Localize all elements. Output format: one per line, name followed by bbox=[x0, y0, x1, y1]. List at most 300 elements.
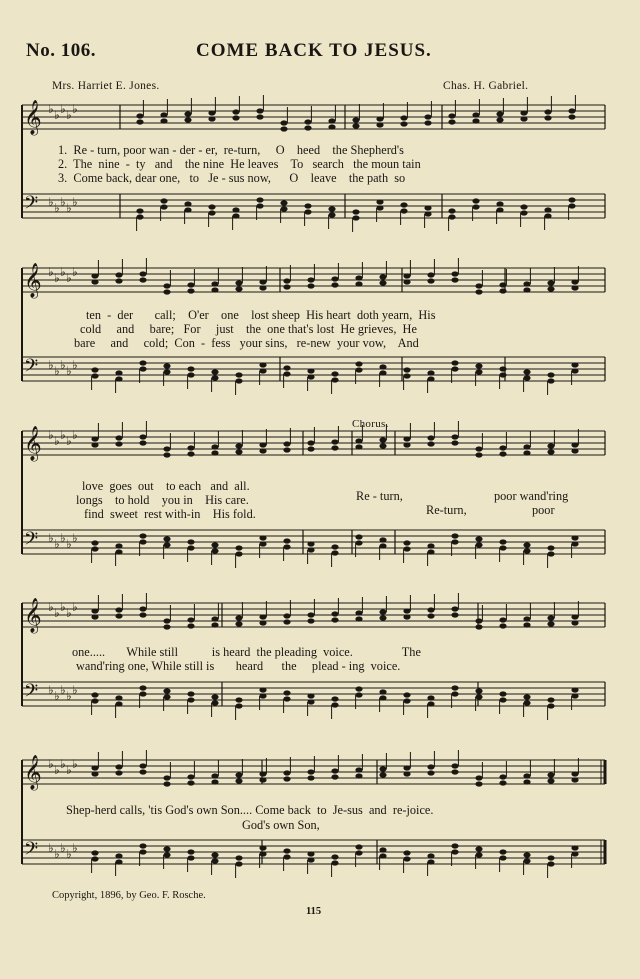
note-head bbox=[187, 539, 194, 544]
note-head bbox=[211, 369, 218, 374]
note-head bbox=[424, 211, 431, 216]
note-head bbox=[379, 537, 386, 542]
note-head bbox=[139, 612, 146, 617]
flat-sign: ♭ bbox=[72, 195, 78, 209]
note-head bbox=[259, 777, 266, 782]
flat-sign: ♭ bbox=[72, 841, 78, 855]
flat-sign: ♭ bbox=[54, 537, 60, 551]
note-head bbox=[115, 376, 122, 381]
note-head bbox=[451, 440, 458, 445]
note-head bbox=[544, 115, 551, 120]
note-head bbox=[307, 541, 314, 546]
note-head bbox=[475, 536, 482, 541]
note-head bbox=[475, 852, 482, 857]
note-head bbox=[379, 543, 386, 548]
note-head bbox=[139, 360, 146, 365]
note-head bbox=[379, 437, 386, 442]
note-head bbox=[307, 440, 314, 445]
note-head bbox=[235, 280, 242, 285]
note-head bbox=[475, 283, 482, 288]
note-head bbox=[283, 284, 290, 289]
note-head bbox=[259, 693, 266, 698]
note-head bbox=[427, 701, 434, 706]
note-head bbox=[427, 853, 434, 858]
note-head bbox=[163, 283, 170, 288]
flat-sign: ♭ bbox=[60, 757, 66, 771]
note-head bbox=[499, 288, 506, 293]
note-head bbox=[115, 701, 122, 706]
note-head bbox=[283, 371, 290, 376]
flat-sign: ♭ bbox=[60, 683, 66, 697]
flat-sign: ♭ bbox=[60, 600, 66, 614]
note-head bbox=[547, 703, 554, 708]
note-head bbox=[496, 201, 503, 206]
note-head bbox=[115, 549, 122, 554]
note-head bbox=[307, 283, 314, 288]
note-head bbox=[331, 617, 338, 622]
flat-sign: ♭ bbox=[54, 606, 60, 620]
note-head bbox=[139, 849, 146, 854]
note-head bbox=[403, 546, 410, 551]
note-head bbox=[211, 287, 218, 292]
note-head bbox=[499, 849, 506, 854]
lyric-line: 3. Come back, dear one, to Je - sus now, O leave the path so bbox=[58, 171, 406, 185]
note-head bbox=[91, 442, 98, 447]
note-head bbox=[400, 115, 407, 120]
note-head bbox=[499, 372, 506, 377]
note-head bbox=[427, 549, 434, 554]
note-head bbox=[355, 610, 362, 615]
note-head bbox=[331, 774, 338, 779]
note-head bbox=[139, 685, 146, 690]
note-head bbox=[139, 434, 146, 439]
flat-sign: ♭ bbox=[72, 683, 78, 697]
note-head bbox=[91, 540, 98, 545]
note-head bbox=[307, 368, 314, 373]
note-head bbox=[304, 125, 311, 130]
note-head bbox=[547, 772, 554, 777]
note-head bbox=[163, 446, 170, 451]
note-head bbox=[307, 446, 314, 451]
flat-sign: ♭ bbox=[60, 428, 66, 442]
note-head bbox=[235, 286, 242, 291]
note-head bbox=[523, 852, 530, 857]
note-head bbox=[163, 363, 170, 368]
flat-sign: ♭ bbox=[54, 201, 60, 215]
note-head bbox=[307, 277, 314, 282]
note-head bbox=[91, 765, 98, 770]
note-head bbox=[376, 199, 383, 204]
note-head bbox=[571, 362, 578, 367]
note-head bbox=[403, 436, 410, 441]
note-head bbox=[91, 850, 98, 855]
note-head bbox=[283, 447, 290, 452]
note-head bbox=[547, 378, 554, 383]
note-head bbox=[91, 373, 98, 378]
note-head bbox=[547, 449, 554, 454]
note-head bbox=[451, 769, 458, 774]
note-head bbox=[187, 445, 194, 450]
note-head bbox=[379, 443, 386, 448]
note-head bbox=[451, 691, 458, 696]
note-head bbox=[187, 366, 194, 371]
note-head bbox=[499, 623, 506, 628]
note-head bbox=[547, 615, 554, 620]
note-head bbox=[451, 533, 458, 538]
note-head bbox=[211, 375, 218, 380]
lyric-line: cold and bare; For just the one that's lost He grieves, He bbox=[80, 322, 417, 336]
note-head bbox=[259, 285, 266, 290]
note-head bbox=[328, 124, 335, 129]
hymn-title: COME BACK TO JESUS. bbox=[196, 40, 432, 61]
note-head bbox=[259, 535, 266, 540]
lyric-line: God's own Son, bbox=[242, 818, 320, 832]
hymn-number: No. 106. bbox=[26, 40, 96, 61]
note-head bbox=[520, 116, 527, 121]
note-head bbox=[544, 207, 551, 212]
note-head bbox=[331, 702, 338, 707]
note-head bbox=[280, 126, 287, 131]
note-head bbox=[115, 607, 122, 612]
note-head bbox=[523, 548, 530, 553]
note-head bbox=[451, 612, 458, 617]
note-head bbox=[235, 861, 242, 866]
note-head bbox=[424, 114, 431, 119]
flat-sign: ♭ bbox=[60, 195, 66, 209]
note-head bbox=[451, 849, 458, 854]
note-head bbox=[211, 444, 218, 449]
note-head bbox=[355, 275, 362, 280]
flat-sign: ♭ bbox=[60, 531, 66, 545]
note-head bbox=[283, 770, 290, 775]
flat-sign: ♭ bbox=[48, 195, 54, 209]
note-head bbox=[115, 764, 122, 769]
note-head bbox=[523, 375, 530, 380]
lyric-line: wand'ring one, While still is heard the plead - ing voice. bbox=[76, 659, 401, 673]
note-head bbox=[427, 770, 434, 775]
note-head bbox=[499, 445, 506, 450]
note-head bbox=[403, 850, 410, 855]
note-head bbox=[211, 622, 218, 627]
note-head bbox=[163, 694, 170, 699]
bass-clef: 𝄢 bbox=[24, 193, 39, 218]
note-head bbox=[163, 542, 170, 547]
note-head bbox=[475, 452, 482, 457]
note-head bbox=[379, 689, 386, 694]
note-head bbox=[259, 614, 266, 619]
note-head bbox=[571, 620, 578, 625]
note-head bbox=[235, 449, 242, 454]
note-head bbox=[424, 205, 431, 210]
note-head bbox=[547, 545, 554, 550]
note-head bbox=[379, 364, 386, 369]
note-head bbox=[259, 851, 266, 856]
note-head bbox=[379, 615, 386, 620]
note-head bbox=[448, 214, 455, 219]
note-head bbox=[304, 209, 311, 214]
note-head bbox=[187, 451, 194, 456]
note-head bbox=[160, 118, 167, 123]
note-head bbox=[403, 367, 410, 372]
note-head bbox=[544, 213, 551, 218]
note-head bbox=[163, 781, 170, 786]
note-head bbox=[427, 613, 434, 618]
note-head bbox=[355, 281, 362, 286]
note-head bbox=[571, 448, 578, 453]
note-head bbox=[235, 697, 242, 702]
note-head bbox=[331, 377, 338, 382]
note-head bbox=[139, 843, 146, 848]
note-head bbox=[307, 374, 314, 379]
note-head bbox=[211, 542, 218, 547]
note-head bbox=[499, 617, 506, 622]
note-head bbox=[475, 624, 482, 629]
note-head bbox=[235, 378, 242, 383]
note-head bbox=[547, 280, 554, 285]
note-head bbox=[571, 851, 578, 856]
note-head bbox=[448, 113, 455, 118]
note-head bbox=[571, 777, 578, 782]
flat-sign: ♭ bbox=[66, 201, 72, 215]
lyric-line: love goes out to each and all. bbox=[82, 479, 250, 493]
note-head bbox=[187, 849, 194, 854]
note-head bbox=[235, 615, 242, 620]
note-head bbox=[403, 273, 410, 278]
note-head bbox=[211, 616, 218, 621]
note-head bbox=[427, 370, 434, 375]
note-head bbox=[331, 371, 338, 376]
note-head bbox=[139, 691, 146, 696]
note-head bbox=[256, 108, 263, 113]
note-head bbox=[547, 372, 554, 377]
note-head bbox=[160, 204, 167, 209]
note-head bbox=[211, 694, 218, 699]
note-head bbox=[307, 857, 314, 862]
note-head bbox=[427, 859, 434, 864]
note-head bbox=[283, 848, 290, 853]
note-head bbox=[184, 201, 191, 206]
note-head bbox=[520, 110, 527, 115]
bass-clef: 𝄢 bbox=[24, 356, 39, 381]
bass-clef: 𝄢 bbox=[24, 529, 39, 554]
note-head bbox=[208, 116, 215, 121]
note-head bbox=[379, 370, 386, 375]
note-head bbox=[475, 688, 482, 693]
note-head bbox=[379, 280, 386, 285]
note-head bbox=[187, 282, 194, 287]
note-head bbox=[352, 123, 359, 128]
note-head bbox=[280, 200, 287, 205]
note-head bbox=[472, 198, 479, 203]
note-head bbox=[427, 278, 434, 283]
note-head bbox=[115, 859, 122, 864]
note-head bbox=[115, 853, 122, 858]
flat-sign: ♭ bbox=[48, 358, 54, 372]
note-head bbox=[139, 606, 146, 611]
flat-sign: ♭ bbox=[66, 763, 72, 777]
flat-sign: ♭ bbox=[66, 537, 72, 551]
note-head bbox=[472, 118, 479, 123]
flat-sign: ♭ bbox=[66, 364, 72, 378]
note-head bbox=[235, 772, 242, 777]
note-head bbox=[427, 607, 434, 612]
note-head bbox=[451, 539, 458, 544]
note-head bbox=[499, 691, 506, 696]
note-head bbox=[211, 281, 218, 286]
flat-sign: ♭ bbox=[48, 757, 54, 771]
lyric-line: Re-turn, bbox=[426, 503, 467, 517]
treble-clef: 𝄞 bbox=[24, 426, 42, 461]
note-head bbox=[523, 622, 530, 627]
note-head bbox=[523, 773, 530, 778]
note-head bbox=[331, 276, 338, 281]
note-head bbox=[499, 774, 506, 779]
note-head bbox=[355, 850, 362, 855]
note-head bbox=[379, 853, 386, 858]
note-head bbox=[259, 362, 266, 367]
flat-sign: ♭ bbox=[54, 434, 60, 448]
lyric-line: 2. The nine - ty and the nine He leaves To search the moun tain bbox=[58, 157, 421, 171]
note-head bbox=[355, 361, 362, 366]
note-head bbox=[355, 367, 362, 372]
lyricist-credit: Mrs. Harriet E. Jones. bbox=[52, 80, 160, 92]
note-head bbox=[355, 444, 362, 449]
note-head bbox=[328, 212, 335, 217]
note-head bbox=[235, 778, 242, 783]
note-head bbox=[451, 843, 458, 848]
note-head bbox=[331, 854, 338, 859]
flat-sign: ♭ bbox=[66, 108, 72, 122]
note-head bbox=[376, 122, 383, 127]
note-head bbox=[331, 696, 338, 701]
flat-sign: ♭ bbox=[48, 531, 54, 545]
note-head bbox=[232, 207, 239, 212]
note-head bbox=[523, 542, 530, 547]
note-head bbox=[115, 695, 122, 700]
flat-sign: ♭ bbox=[60, 841, 66, 855]
note-head bbox=[259, 687, 266, 692]
note-head bbox=[163, 846, 170, 851]
note-head bbox=[427, 695, 434, 700]
note-head bbox=[307, 851, 314, 856]
note-head bbox=[259, 442, 266, 447]
flat-sign: ♭ bbox=[72, 757, 78, 771]
note-head bbox=[91, 698, 98, 703]
note-head bbox=[307, 612, 314, 617]
note-head bbox=[184, 117, 191, 122]
note-head bbox=[547, 443, 554, 448]
note-head bbox=[376, 116, 383, 121]
note-head bbox=[403, 698, 410, 703]
chorus-label: Chorus. bbox=[352, 418, 389, 430]
note-head bbox=[355, 767, 362, 772]
note-head bbox=[499, 282, 506, 287]
note-head bbox=[208, 204, 215, 209]
note-head bbox=[259, 845, 266, 850]
note-head bbox=[328, 206, 335, 211]
note-head bbox=[139, 440, 146, 445]
note-head bbox=[115, 441, 122, 446]
flat-sign: ♭ bbox=[48, 265, 54, 279]
note-head bbox=[403, 540, 410, 545]
note-head bbox=[328, 118, 335, 123]
note-head bbox=[211, 548, 218, 553]
note-head bbox=[523, 700, 530, 705]
flat-sign: ♭ bbox=[54, 271, 60, 285]
note-head bbox=[91, 614, 98, 619]
note-head bbox=[235, 855, 242, 860]
note-head bbox=[163, 688, 170, 693]
note-head bbox=[136, 214, 143, 219]
note-head bbox=[187, 697, 194, 702]
note-head bbox=[211, 852, 218, 857]
note-head bbox=[91, 692, 98, 697]
note-head bbox=[568, 108, 575, 113]
note-head bbox=[355, 534, 362, 539]
note-head bbox=[400, 208, 407, 213]
note-head bbox=[208, 210, 215, 215]
note-head bbox=[379, 695, 386, 700]
lyric-line: Re - turn, bbox=[356, 489, 403, 503]
flat-sign: ♭ bbox=[66, 606, 72, 620]
note-head bbox=[259, 771, 266, 776]
lyric-line: poor bbox=[532, 503, 555, 517]
note-head bbox=[571, 687, 578, 692]
flat-sign: ♭ bbox=[72, 265, 78, 279]
note-head bbox=[91, 273, 98, 278]
note-head bbox=[211, 700, 218, 705]
note-head bbox=[256, 197, 263, 202]
note-head bbox=[163, 536, 170, 541]
note-head bbox=[472, 204, 479, 209]
note-head bbox=[475, 542, 482, 547]
note-head bbox=[283, 696, 290, 701]
note-head bbox=[115, 278, 122, 283]
note-head bbox=[427, 435, 434, 440]
flat-sign: ♭ bbox=[48, 841, 54, 855]
note-head bbox=[523, 444, 530, 449]
note-head bbox=[280, 206, 287, 211]
note-head bbox=[571, 845, 578, 850]
composer-credit: Chas. H. Gabriel. bbox=[443, 80, 529, 92]
lyric-line: Shep-herd calls, 'tis God's own Son.... Come back to Je-sus and re-joice. bbox=[66, 803, 434, 817]
note-head bbox=[427, 441, 434, 446]
note-head bbox=[187, 691, 194, 696]
note-head bbox=[115, 370, 122, 375]
note-head bbox=[523, 694, 530, 699]
note-head bbox=[235, 621, 242, 626]
note-head bbox=[283, 619, 290, 624]
note-head bbox=[91, 367, 98, 372]
note-head bbox=[475, 781, 482, 786]
note-head bbox=[91, 856, 98, 861]
note-head bbox=[232, 109, 239, 114]
flat-sign: ♭ bbox=[72, 428, 78, 442]
flat-sign: ♭ bbox=[54, 364, 60, 378]
note-head bbox=[211, 773, 218, 778]
note-head bbox=[496, 111, 503, 116]
note-head bbox=[283, 613, 290, 618]
note-head bbox=[355, 438, 362, 443]
note-head bbox=[259, 279, 266, 284]
note-head bbox=[403, 442, 410, 447]
note-head bbox=[451, 271, 458, 276]
note-head bbox=[136, 208, 143, 213]
note-head bbox=[331, 860, 338, 865]
note-head bbox=[187, 545, 194, 550]
flat-sign: ♭ bbox=[60, 358, 66, 372]
note-head bbox=[331, 439, 338, 444]
